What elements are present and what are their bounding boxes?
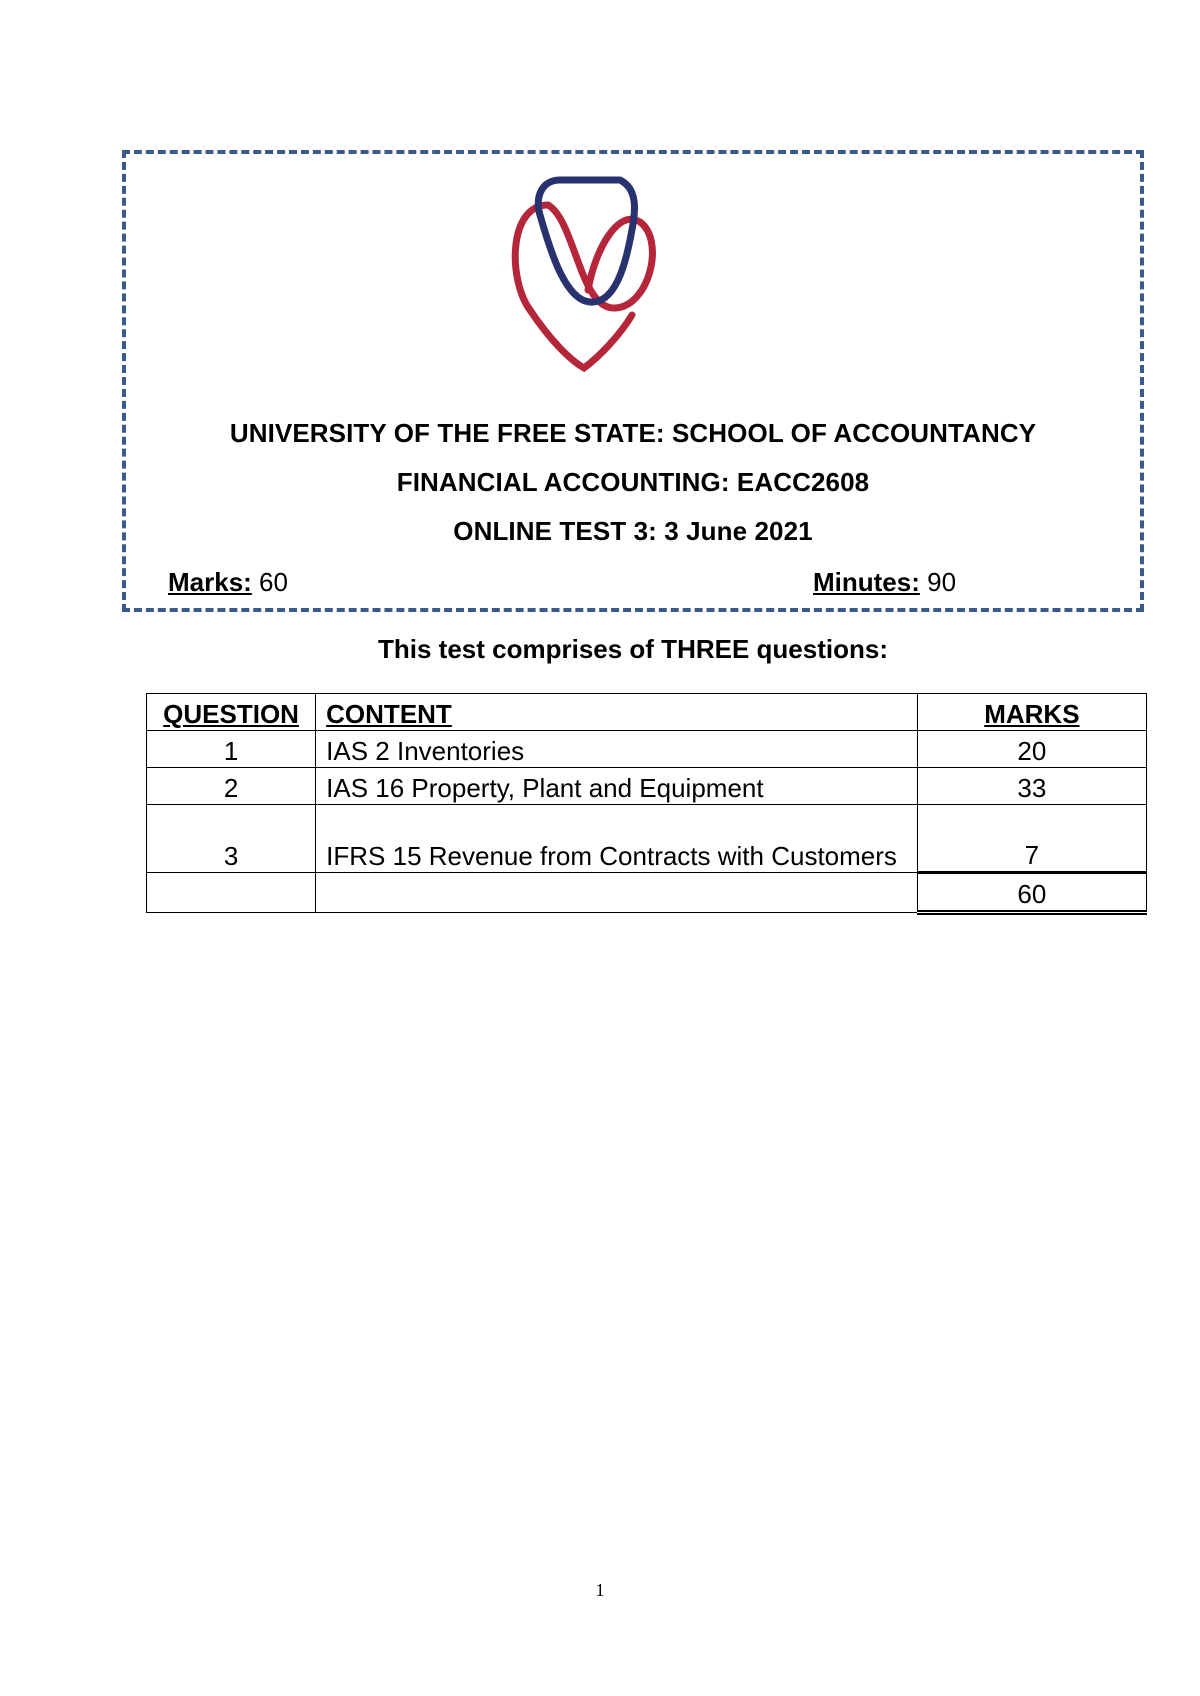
page-number: 1: [595, 1580, 605, 1600]
question-number: 2: [147, 768, 316, 805]
question-content: IFRS 15 Revenue from Contracts with Customers: [316, 805, 918, 873]
total-empty-question: [147, 873, 316, 913]
table-row: [147, 805, 1147, 873]
table-row: [147, 768, 1147, 805]
header-marks: MARKS: [917, 694, 1146, 731]
minutes-value: 90: [919, 567, 957, 597]
question-marks: 20: [917, 731, 1146, 768]
minutes-label: Minutes:: [813, 567, 920, 597]
question-marks: 33: [917, 768, 1146, 805]
total-marks: 60: [917, 873, 1146, 913]
question-number: 1: [147, 731, 316, 768]
minutes-info: [813, 567, 956, 598]
course-title: FINANCIAL ACCOUNTING: EACC2608: [396, 467, 870, 497]
marks-value: 60: [251, 567, 288, 597]
table-header-row: [147, 694, 1147, 731]
marks-label: Marks:: [168, 567, 252, 597]
question-content: IAS 16 Property, Plant and Equipment: [316, 768, 918, 805]
total-empty-content: [316, 873, 918, 913]
university-logo-icon: [500, 160, 680, 375]
header-question: QUESTION: [147, 694, 316, 731]
marks-info: [168, 567, 288, 598]
intro-text: This test comprises of THREE questions:: [378, 634, 888, 664]
test-title: ONLINE TEST 3: 3 June 2021: [453, 516, 813, 546]
question-marks: 7: [917, 805, 1146, 873]
header-content: CONTENT: [316, 694, 918, 731]
university-title: UNIVERSITY OF THE FREE STATE: SCHOOL OF ACCOUNTANCY: [229, 418, 1037, 448]
questions-table: [146, 693, 1147, 915]
question-number: 3: [147, 805, 316, 873]
question-content: IAS 2 Inventories: [316, 731, 918, 768]
table-total-row: [147, 873, 1147, 913]
table-row: [147, 731, 1147, 768]
